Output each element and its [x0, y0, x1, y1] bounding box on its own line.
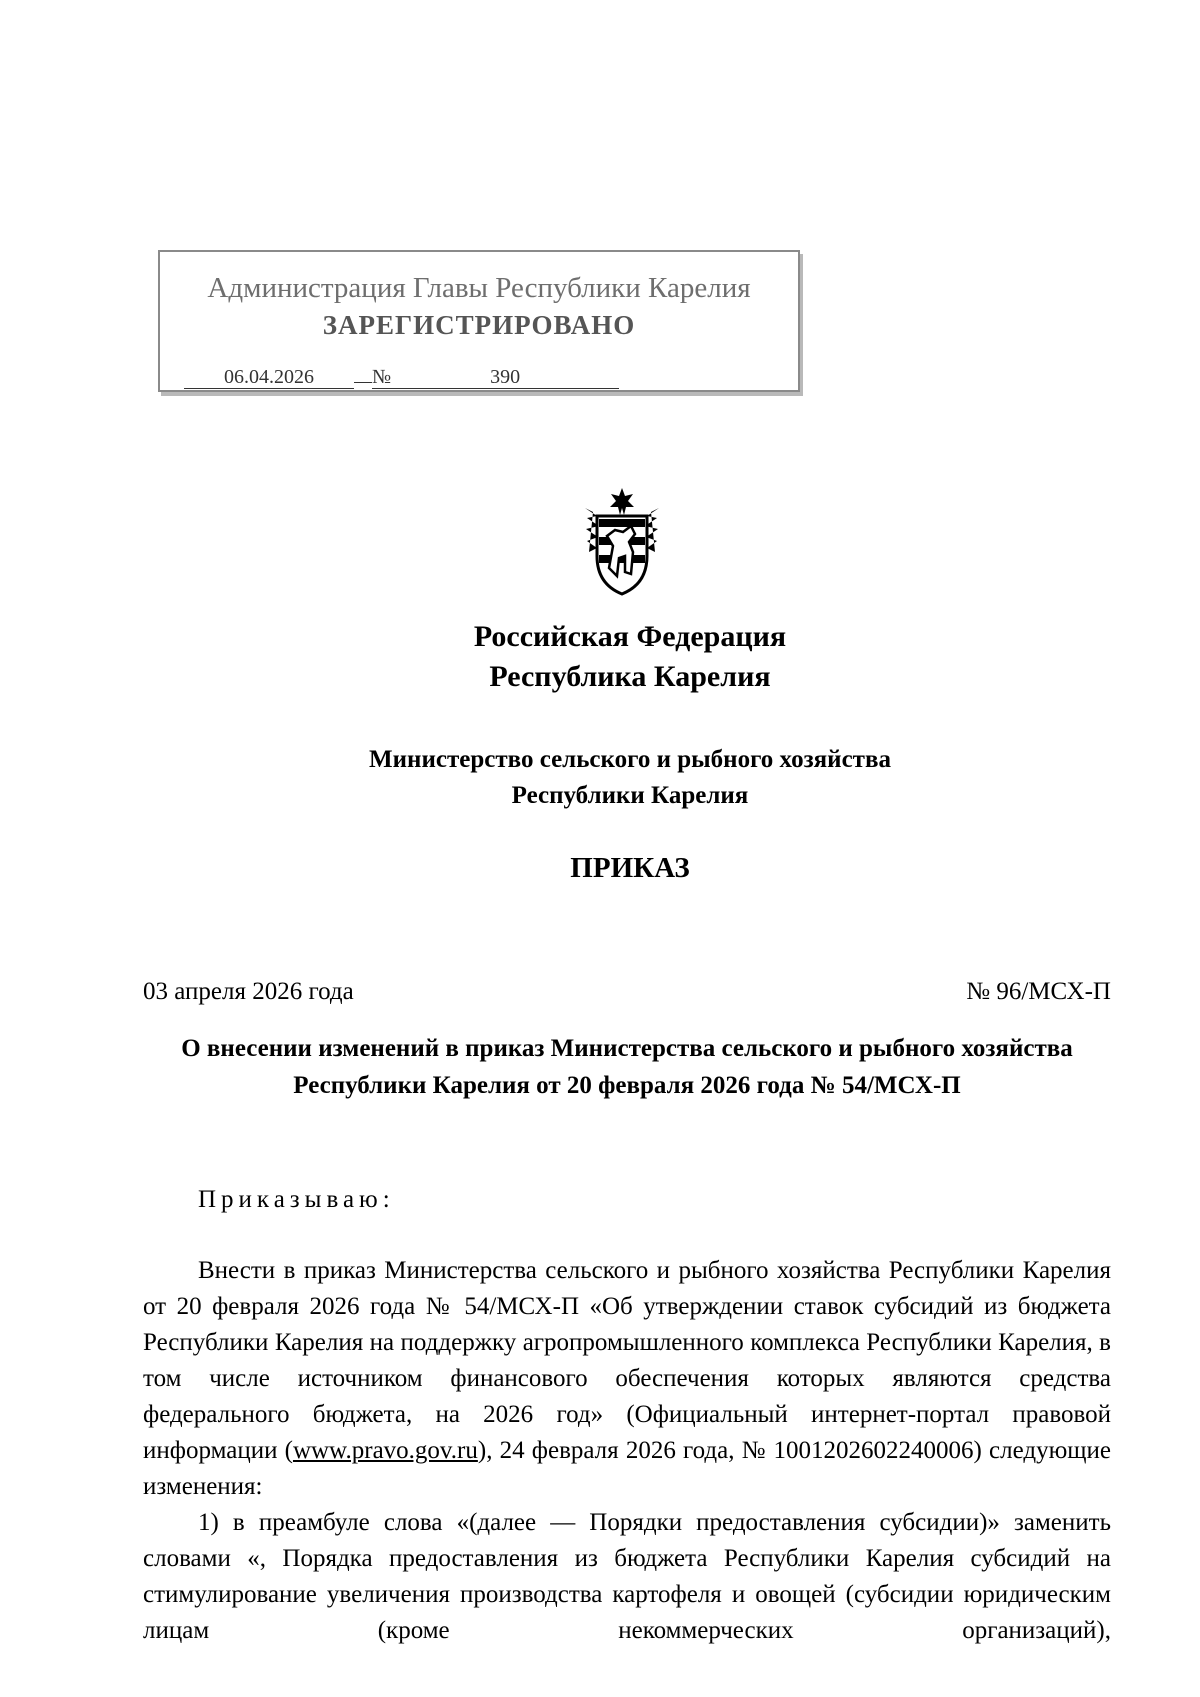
order-word: Приказываю: — [198, 1186, 395, 1213]
stamp-number: 390 — [391, 366, 619, 389]
republic-heading: Республика Карелия — [489, 660, 771, 693]
karelia-coat-of-arms-icon — [577, 486, 667, 598]
document-number: № 96/МСХ-П — [966, 978, 1111, 1005]
document-body — [143, 1253, 1111, 1649]
document-title: О внесении изменений в приказ Министерства сельского и рыбного хозяйства Республики Карелия от 20 февраля 2026 года № 54/МСХ-П — [181, 1035, 1073, 1099]
body-paragraph-1: Внести в приказ Министерства сельского и рыбного хозяйства Республики Карелия от 20 февраля 2026 года № 54/МСХ-П «Об утверждении ставок субсидий из бюджета Республики Карелия на поддержку агропромышленного комплекса Республики Карелия, в том числе источником финансового обеспечения которых являются средства федерального бюджета, на 2026 год» (Официальный интернет-портал правовой информации (www.pravo.gov.ru), 24 февраля 2026 года, № 1001202602240006) следующие изменения: — [143, 1257, 1111, 1500]
stamp-number-label: № — [372, 366, 392, 388]
federation-heading: Российская Федерация — [473, 620, 787, 653]
ministry-name-line1: Министерство сельского и рыбного хозяйства — [369, 746, 891, 773]
document-type: ПРИКАЗ — [570, 852, 690, 884]
document-date: 03 апреля 2026 года — [143, 978, 354, 1005]
body-paragraph-2: 1) в преамбуле слова «(далее — Порядки предоставления субсидии)» заменить словами «, Порядка предоставления из бюджета Республики Карелия субсидий на стимулирование увеличения производства картофеля и овощей (субсидии юридическим лицам (кроме некоммерческих организаций), — [143, 1509, 1111, 1644]
stamp-registration-row — [184, 360, 619, 389]
registration-stamp — [158, 250, 800, 392]
ministry-name-line2: Республики Карелия — [511, 782, 749, 809]
pravo-portal-link[interactable]: www.pravo.gov.ru — [292, 1437, 478, 1464]
stamp-date: 06.04.2026 — [184, 366, 354, 389]
stamp-authority: Администрация Главы Республики Карелия — [207, 272, 751, 304]
stamp-registered-label: ЗАРЕГИСТРИРОВАНО — [322, 310, 636, 340]
